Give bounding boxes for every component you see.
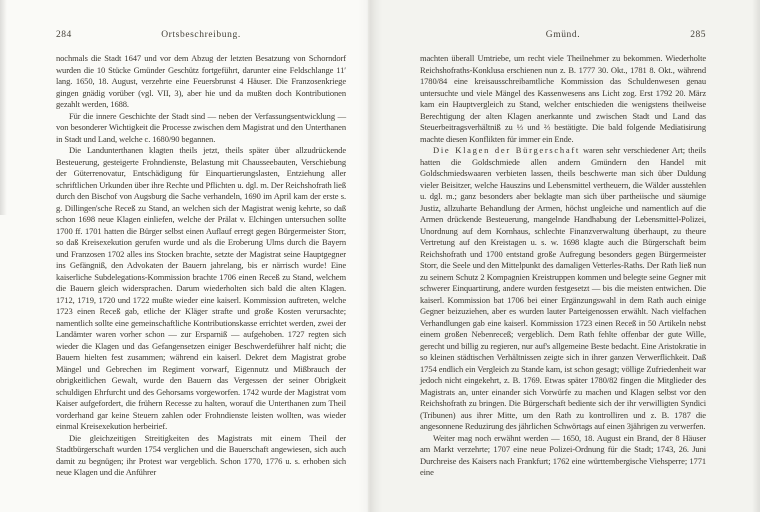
right-page-number: 285 bbox=[690, 30, 706, 40]
paragraph-text: Für die innere Geschichte der Stadt sind — neben der Verfassungsentwicklung — von besonderer Wichtigkeit die Processe zwischen dem Magistrat und den Unterthanen in Stadt und Land, welche c. 1680/90 begannen. bbox=[56, 110, 346, 144]
right-page-header bbox=[420, 30, 706, 40]
paragraph-text: Weiter mag noch erwähnt werden — 1650, 18. August ein Brand, der 8 Häuser am Markt verzehrte; 1707 eine neue Polizei-Ordnung für die Stadt; 1743, 26. Juni Durchreise des Kaisers nach Frankfurt; 1762 eine württembergische Viehsperre; 1771 eine bbox=[420, 432, 706, 477]
body-paragraph bbox=[56, 145, 346, 433]
emphasized-text: Die Klagen der Bürgerschaft bbox=[433, 145, 580, 155]
left-page bbox=[0, 0, 368, 512]
right-page bbox=[368, 0, 760, 512]
right-running-header: Gmünd. bbox=[545, 30, 581, 40]
right-text-block bbox=[420, 53, 706, 479]
paragraph-text: Die gleichzeitigen Streitigkeiten des Magistrats mit einem Theil der Stadtbürgerschaft wurden 1754 verglichen und die Bauerschaft angewiesen, sich auch damit zu begnügen; ihr Protest war vergeblich. Schon 1770, 1776 u. s. erhoben sich neue Klagen und die Anführer bbox=[56, 432, 346, 477]
body-paragraph bbox=[420, 53, 706, 145]
left-running-header: Ortsbeschreibung. bbox=[161, 30, 241, 40]
body-paragraph bbox=[56, 53, 346, 111]
body-paragraph bbox=[420, 145, 706, 433]
body-paragraph bbox=[56, 433, 346, 479]
body-paragraph bbox=[56, 111, 346, 146]
paragraph-text: waren sehr verschiedener Art; theils hatten die Goldschmiede allen andern Gmündern den Handel mit Goldschmiedswaaren verbieten lassen, theils beschwerte man sich über Duldung vieler Beisitzer, welche Hauszins und Lebensmittel vertheuern, die Wälder ausstehlen u. dgl. m.; ganz besonders aber beklagte man sich über partheiische und säumige Justiz, allzuharte Behandlung der Armen, höchst ungleiche und namentlich auf die Armen drückende Besteuerung, mangelnde Handhabung der Lebensmittel-Polizei, Unordnung auf dem Kornhaus, schlechte Finanzverwaltung überhaupt, zu theure Vertretung auf den Kreistagen u. s. w. 1698 klagte auch die Bürgerschaft beim Reichshofrath und 1700 entstand große Aufregung besonders gegen Bürgermeister Storr, die Seele und den Mittelpunkt des damaligen Vetterles-Raths. Der Rath ließ nun zu seinem Schutz 2 Kompagnien Kreistruppen kommen und belegte seine Gegner mit schwerer Einquartirung, andere wurden festgesetzt — bis die meisten entwichen. Die kaiserl. Kommission bat 1706 bei einer Ergänzungswahl in dem Rath auch einige Gegner beizuziehen, aber es wurden lauter Parteigenossen erwählt. Nach vielfachen Verhandlungen gab eine kaiserl. Kommission 1723 einen Receß in 50 Artikeln nebst einem großen Nebenreceß; vergeblich. Dem Rath fehlte offenbar der gute Wille, gerecht und billig zu regieren, nur auf's allgemeine Beste bedacht. Eine Aristokratie in so kleinen städtischen Verhältnissen zeigte sich in ihrer ganzen Verwerflichkeit. Daß 1754 endlich ein Vergleich zu Stande kam, ist schon gesagt; völlige Zufriedenheit war jedoch nicht eingekehrt, z. B. 1769. Etwas später 1780/82 fingen die Mitglieder des Magistrats an, unter einander sich Vorwürfe zu machen und Klagen selbst vor den Reichshofrath zu bringen. Die Bürgerschaft bediente sich der ihr verwilligten Syndici (Tribunen) aus ihrer Mitte, um den Rath zu kontrolliren und z. B. 1787 die angesonnene Reduzirung des jährlichen Schwörtags auf einen 3jährigen zu verwerfen. bbox=[420, 145, 706, 431]
body-paragraph bbox=[420, 433, 706, 479]
left-text-block bbox=[56, 53, 346, 479]
paragraph-text: nochmals die Stadt 1647 und vor dem Abzug der letzten Besatzung von Schorndorf wurden die 10 Stücke Gmünder Geschütz fortgeführt, darunter eine Feldschlange 11′ lang. 1650, 18. August, verzehrte eine Feuersbrunst 4 Häuser. Die Franzosenkriege gingen gnädig vorüber (vgl. VII, 3), aber hie und da mußten doch Kontributionen gezahlt werden, 1688. bbox=[56, 53, 346, 109]
paragraph-text: machten überall Umtriebe, um recht viele Theilnehmer zu bekommen. Wiederholte Reichshofraths-Konklusa erschienen nun z. B. 1777 30. Okt., 1781 8. Okt., während 1780/84 eine kreisausschreibamtliche Kommission das Schuldenwesen genau untersuchte und viele Mängel des Kassenwesens ans Licht zog. Erst 1792 20. März kam ein Hauptvergleich zu Stand, welcher entschieden die wenigstens theilweise Berechtigung der alten Klagen anerkannte und zwischen Stadt und Land das Steuerbeitragsverhältniß zu ⅓ und ⅔ bestätigte. Die bald folgende Mediatisirung machte diesen Konflikten für immer ein Ende. bbox=[420, 53, 706, 144]
left-page-number: 284 bbox=[56, 30, 72, 40]
paragraph-text: Die Landunterthanen klagten theils jetzt, theils später über allzudrückende Besteuerung, gesteigerte Frohndienste, Belastung mit Chausseebauten, Verschiebung der Güterrenovatur, Entschädigung für Einquartierungslasten, Entziehung aller schriftlichen Urkunden über ihre Rechte und Pflichten u. dgl. m. Der Reichshofrath ließ durch den Bischof von Augsburg die Sache verhandeln, 1690 im April kam der erste s. g. Dillingen'sche Receß zu Stand, an welchen sich der Magistrat wenig kehrte, so daß schon 1698 neue Klagen einliefen, welche der Prälat v. Elchingen untersuchen sollte 1700 ff. 1701 hatten die Bürger selbst einen Auflauf erregt gegen Bürgermeister Storr, so daß Kreisexekution gerufen wurde und als die Eroberung Ulms durch die Bayern und Franzosen 1702 alles ins Stocken brachte, setzte der Magistrat seine Hauptgegner ins Gefängniß, den Advokaten der Bauern jahrelang, bis er närrisch wurde! Eine kaiserliche Subdelegations-Kommission brachte 1706 einen Receß zu Stand, welchem die Bauern gleich widersprachen. Darum wiederholten sich bald die alten Klagen. 1712, 1719, 1720 und 1722 mußte wieder eine kaiserl. Kommission auftreten, welche 1723 einen Receß gab, etliche der Kläger strafte und große Kosten verursachte; namentlich sollte eine gemeinschaftliche Kontributionskasse errichtet werden, zwei der Landämter waren vorher schon — zur Ersparniß — aufgehoben. 1727 regten sich wieder die Klagen und das Gefangensetzen einiger Beschwerdeführer half nicht; die Bauern hielten fest zusammen; während ein kaiserl. Dekret dem Magistrat grobe Mängel und Gebrechen im Regiment vorwarf, Eigennutz und Mißbrauch der obrigkeitlichen Gewalt, wurde den Bauern das Vergessen der seiner Obrigkeit schuldigen Ehrfurcht und des Gehorsams vorgeworfen. 1742 wurde der Magistrat vom Kaiser aufgefordert, die frühern Recesse zu halten, worauf die Unterthanen zum Theil vorderhand gar keine Steuern zahlen oder Frohndienste leisten wollten, was wieder einmal Kreisexekution herbeirief. bbox=[56, 145, 346, 431]
left-page-header bbox=[56, 30, 346, 40]
